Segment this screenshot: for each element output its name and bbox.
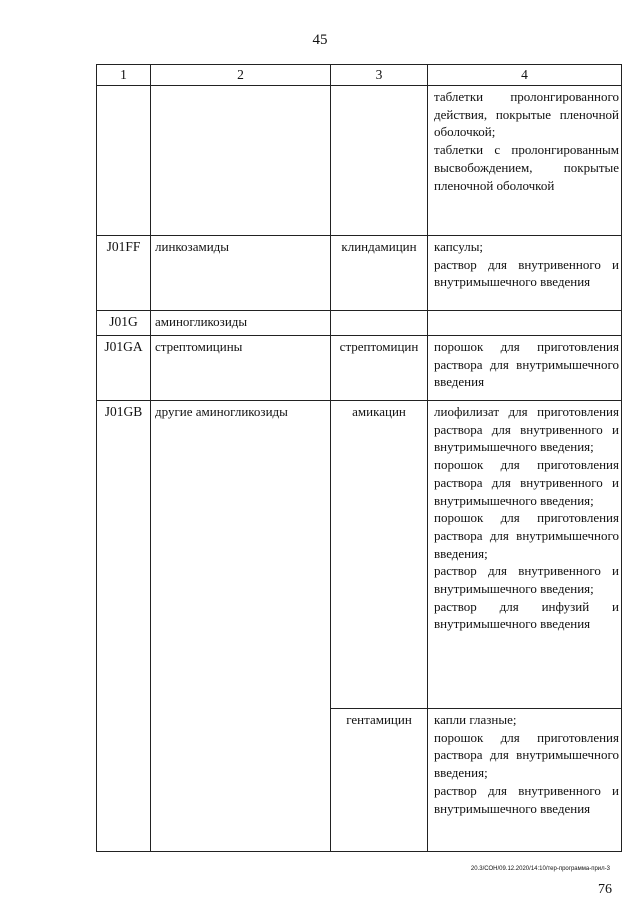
table-row [97,336,622,401]
group-cell [151,86,331,236]
group-cell: линкозамиды [151,236,331,311]
column-header-2: 2 [151,65,331,86]
dosage-forms-cell [428,336,622,401]
dosage-forms-cell [428,709,622,852]
dosage-form: таблетки с пролонгированным высвобождением, покрытые пленочной оболочкой [434,142,619,193]
dosage-form: лиофилизат для приготовления раствора для внутривенного и внутримышечного введения; [434,404,619,455]
table-row [97,401,622,709]
dosage-forms-cell [428,311,622,336]
dosage-form: раствор для внутривенного и внутримышечного введения [434,782,619,816]
substance-cell [331,86,428,236]
substance-cell: амикацин [331,401,428,709]
document-reference: 20.3/СОН/09.12.2020/14:10/тер-программа-прил-3 [470,866,610,872]
substance-cell: клиндамицин [331,236,428,311]
table-row [97,311,622,336]
group-cell: стрептомицины [151,336,331,401]
drug-table [96,64,622,852]
dosage-form: капли глазные; [434,712,517,727]
atc-code-cell: J01GB [97,401,151,852]
dosage-form: капсулы; [434,239,484,254]
page-number: 45 [312,32,328,48]
atc-code-cell: J01GA [97,336,151,401]
dosage-forms-cell [428,86,622,236]
atc-code-cell: J01FF [97,236,151,311]
group-cell: другие аминогликозиды [151,401,331,852]
substance-cell: стрептомицин [331,336,428,401]
table-header-row [97,65,622,86]
dosage-form: таблетки пролонгированного действия, покрытые пленочной оболочкой; [434,89,619,140]
dosage-form: раствор для внутривенного и внутримышечного введения; [434,563,619,597]
table-row [97,86,622,236]
atc-code-cell [97,86,151,236]
dosage-form: порошок для приготовления раствора для внутримышечного введения; [434,510,619,561]
table-row [97,236,622,311]
substance-cell [331,311,428,336]
dosage-form: порошок для приготовления раствора для внутримышечного введения; [434,729,619,781]
dosage-form: раствор для внутривенного и внутримышечного введения [434,256,619,290]
dosage-form: порошок для приготовления раствора для внутримышечного введения [434,339,619,390]
sheet-number: 76 [598,882,612,897]
column-header-1: 1 [97,65,151,86]
dosage-forms-cell [428,236,622,311]
column-header-3: 3 [331,65,428,86]
dosage-forms-cell [428,401,622,709]
atc-code-cell: J01G [97,311,151,336]
group-cell: аминогликозиды [151,311,331,336]
dosage-form: раствор для инфузий и внутримышечного введения [434,598,619,632]
column-header-4: 4 [428,65,622,86]
dosage-form: порошок для приготовления раствора для внутривенного и внутримышечного введения; [434,457,619,508]
substance-cell: гентамицин [331,709,428,852]
